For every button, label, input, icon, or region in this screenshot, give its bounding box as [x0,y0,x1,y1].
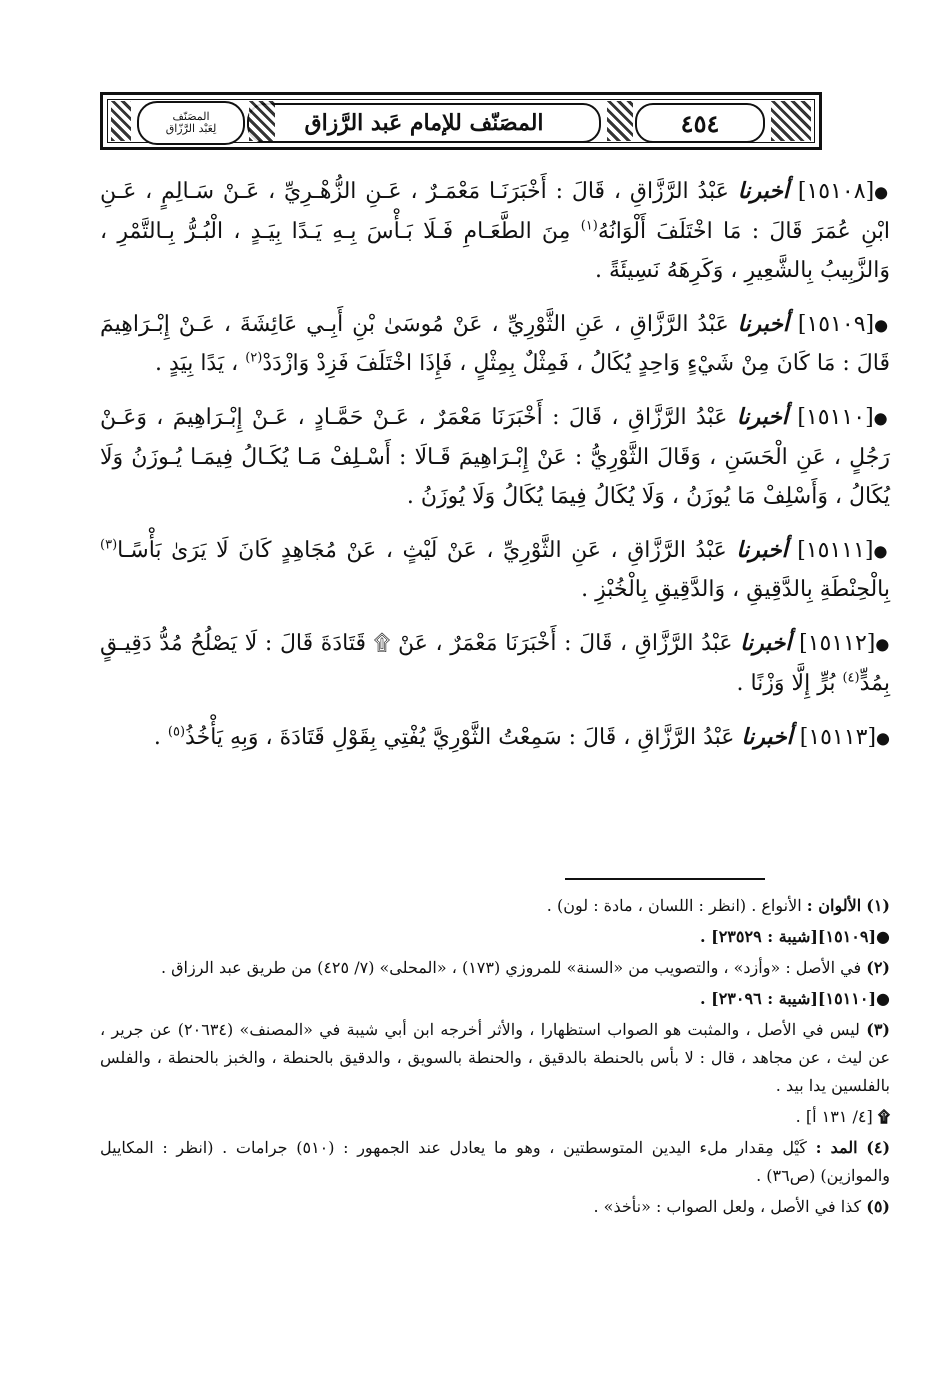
footnote-marker: ● [876,989,890,1008]
page-number: ٤٥٤ [635,103,765,143]
footnote [100,923,890,951]
entry-text: عَبْدُ الرَّزَّاقِ ، قَالَ : أَخْبَرَنَا مَعْمَرٌ ، عَـنْ حَمَّـادٍ ، عَـنْ إِبْـرَاهِيمَ ، وَعَـنْ رَجُلٍ ، عَنِ الْحَسَنِ ، وَقَالَ الثَّوْرِيُّ : عَنْ إِبْـرَاهِيمَ قَـالَا : أَسْـلِفْ مَـا يُكَـالُ فِيمَـا يُـوزَنُ وَلَا يُكَالُ ، وَأَسْلِفْ مَا يُوزَنُ ، وَلَا يُكَالُ فِيمَا يُكَالُ وَلَا يُوزَنُ . [100,405,890,509]
footnote-term: المد : [815,1138,858,1157]
entry-number: [١٥١٠٩] [797,311,875,337]
entry-text-cont: بُرٍّ إِلَّا وَزْنًا . [736,670,836,696]
page-header [100,92,822,150]
entry-text-cont: مِنَ الطَّعَـامِ فَـلَا بَـأْسَ بِـهِ يَـدًا بِيَـدٍ ، الْبُـرُّ بِـالتَّمْرِ ، وَالزَّبِيبُ بِالشَّعِيرِ ، وَكَرِهَهُ نَسِيئَةً . [100,218,890,283]
entry-number: [١٥١١٠] [797,405,874,430]
entry-number: [١٥١١٢] [799,631,876,656]
entry-text: عَبْدُ الرَّزَّاقِ ، عَنِ الثَّوْرِيِّ ، عَنْ لَيْثٍ ، عَنْ مُجَاهِدٍ كَانَ لَا يَرَىٰ بَأْسًـا [117,537,727,563]
entry-number: [١٥١١١] [797,537,874,563]
footnote-text: الأنواع . (انظر : اللسان ، مادة : لون) . [546,896,802,915]
footnote [100,892,890,920]
entry-text: عَبْدُ الرَّزَّاقِ ، قَالَ : أَخْبَرَنَـا مَعْمَـرٌ ، عَـنِ الزُّهْـرِيِّ ، عَـنْ سَـالِمٍ ، عَـنِ ابْنِ عُمَرَ قَالَ : مَا اخْتَلَفَ أَلْوَانُهُ [100,179,890,244]
footnote [100,985,890,1013]
bullet-icon: ● [873,408,890,428]
footnote-text: في الأصل : «وأزد» ، والتصويب من «السنة» للمروزي (١٧٣) ، «المحلى» (٧/ ٤٢٥) من طريق عبد الرزاق . [160,958,862,977]
footnote-text: كذا في الأصل ، ولعل الصواب : «نأخذ» . [593,1197,862,1216]
entry-akhbarana: أخبرنا [736,404,789,430]
main-text [100,172,890,772]
entry-akhbarana: أخبرنا [737,178,790,204]
book-seal [137,101,245,145]
footnotes [100,892,890,1224]
bullet-icon: ● [874,182,890,202]
footnote-marker: (٤) [866,1138,891,1157]
footnote-term: [١٥١١٠][شيبة : ٢٣٠٩٦] . [699,989,877,1008]
footnote [100,954,890,982]
footnote-ref[interactable]: (٣) [100,537,118,553]
footnote-marker: (١) [866,896,890,915]
bullet-icon: ● [876,728,890,747]
seal-line2: لِعَبْد الرَّزّاق [165,122,217,135]
footnote-marker: ● [876,927,890,946]
footnote-marker: (٢) [866,958,890,977]
entry-akhbarana: أخبرنا [741,723,793,750]
footnote-term: الألوان : [806,896,862,915]
hadith-entry [100,624,890,703]
footnote-ref[interactable]: (١) [580,218,598,234]
ornament-left [111,101,131,141]
entry-text: عَبْدُ الرَّزَّاقِ ، عَنِ الثَّوْرِيِّ ، عَنْ مُوسَىٰ بْنِ أَبِـي عَائِشَةَ ، عَـنْ إِبْـرَاهِيمَ قَالَ : مَا كَانَ مِنْ شَيْءٍ وَاحِدٍ يُكَالُ ، فَمِثْلٌ بِمِثْلٍ ، فَإِذَا اخْتَلَفَ فَزِدْ وَازْدَدْ [100,311,890,376]
footnote-text: [٤/ ١٣١ أ] . [795,1107,873,1126]
hadith-entry [100,305,890,384]
entry-text-cont: ، يَدًا بِيَدٍ . [155,351,239,376]
footnote-marker: (٥) [866,1197,890,1216]
hadith-entry [100,718,890,758]
bullet-icon: ● [874,315,891,334]
entry-akhbarana: أخبرنا [740,630,792,656]
footnote-text: كَيْل مِقدار ملء اليدين المتوسطتين ، وهو ما يعادل عند الجمهور : (٥١٠) جرامات . (انظر : المكاييل والموازين) (ص٣٦) . [100,1138,890,1185]
entry-number: [١٥١٠٨] [797,179,875,204]
bullet-icon: ● [875,634,891,654]
entry-text: عَبْدُ الرَّزَّاقِ ، قَالَ : سَمِعْتُ الثَّوْرِيَّ يُفْتِي بِقَوْلِ قَتَادَةَ ، وَبِهِ يَأْخُذُ [185,724,735,750]
entry-number: [١٥١١٣] [799,724,877,750]
entry-text-cont: بِالْحِنْطَةِ بِالدَّقِيقِ ، وَالدَّقِيقِ بِالْخُبْزِ . [581,577,890,602]
ornament-right [771,101,811,141]
entry-text: عَبْدُ الرَّزَّاقِ ، قَالَ : أَخْبَرَنَا مَعْمَرٌ ، عَنْ ۩ قَتَادَةَ قَالَ : لَا يَصْلُحُ مُدُّ دَقِيـقٍ بِمُدٍّ [100,631,890,696]
hadith-entry [100,531,890,610]
entry-text-cont: . [153,724,161,750]
entry-akhbarana: أخبرنا [737,310,789,337]
book-title: المصَنّف للإمام عَبد الرَّزاق [247,103,601,143]
bullet-icon: ● [873,541,891,560]
footnote-divider [565,878,765,880]
footnote-text: ليس في الأصل ، والمثبت هو الصواب استظهارا ، والأثر أخرجه ابن أبي شيبة في «المصنف» (٢٠٦٣٤) عن جرير ، عن ليث ، عن مجاهد ، قال : لا بأس بالحنطة بالدقيق ، والحنطة بالسويق ، والدقيق بالحنطة ، والخبز بالحنطة ، والفلس بالفلسين يدا بيد . [100,1020,891,1095]
footnote-ref[interactable]: (٢) [245,350,263,366]
ornament-mid-left [249,101,275,141]
entry-akhbarana: أخبرنا [736,536,788,563]
ornament-mid-right [607,101,633,141]
footnote [100,1193,890,1221]
footnote-ref[interactable]: (٥) [167,724,186,740]
footnote-marker: (٣) [866,1020,890,1039]
footnote [100,1134,890,1190]
footnote [100,1016,890,1100]
seal-line1: المصَنّف [172,110,210,123]
hadith-entry [100,398,890,516]
footnote-ref[interactable]: (٤) [842,670,860,686]
footnote-term: [١٥١٠٩][شيبة : ٢٣٥٢٩] . [699,927,877,946]
footnote [100,1103,890,1131]
hadith-entry [100,172,890,290]
footnote-marker: ۩ [877,1107,890,1126]
